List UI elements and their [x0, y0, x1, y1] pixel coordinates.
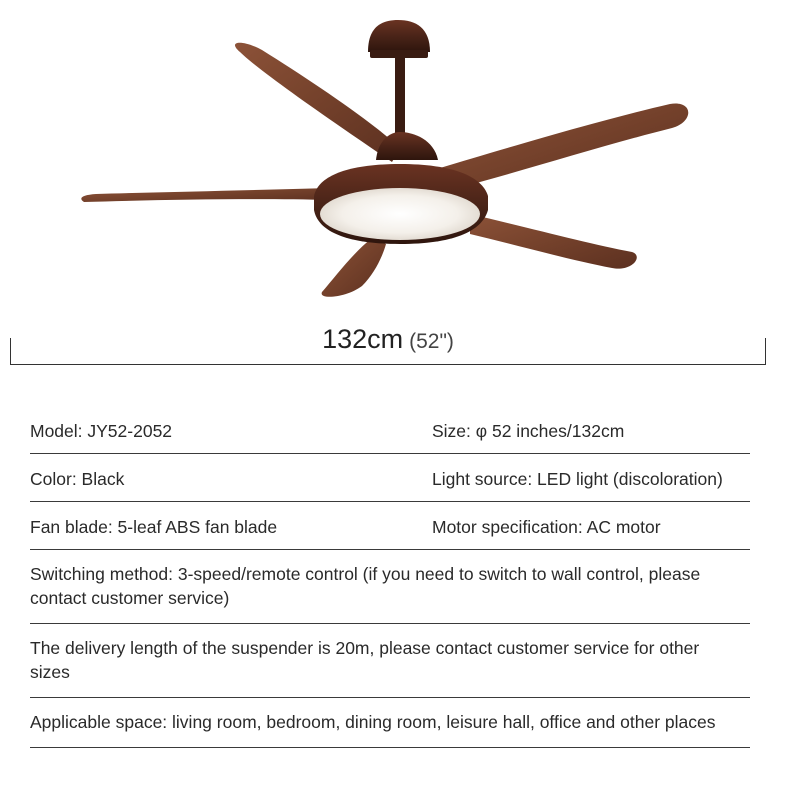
spec-row — [30, 550, 750, 624]
spec-switching: Switching method: 3-speed/remote control (if you need to switch to wall control, please contact customer service) — [30, 564, 701, 608]
dimension-label — [10, 324, 766, 355]
spec-color: Color: Black — [30, 469, 125, 489]
led-light — [320, 188, 480, 240]
fan-blade — [81, 188, 330, 202]
fan-blade — [235, 43, 400, 162]
fan-blade — [440, 104, 688, 190]
downrod — [395, 58, 405, 138]
spec-row — [30, 624, 750, 698]
dimension-indicator — [10, 320, 766, 366]
ceiling-fan-image — [0, 0, 800, 310]
spec-row — [30, 502, 750, 550]
spec-size: Size: φ 52 inches/132cm — [432, 421, 625, 441]
dimension-imperial: (52") — [409, 330, 454, 353]
spec-table — [30, 406, 750, 748]
spec-row — [30, 454, 750, 502]
canopy — [368, 20, 430, 52]
spec-model: Model: JY52-2052 — [30, 421, 173, 441]
spec-delivery: The delivery length of the suspender is 20m, please contact customer service for other sizes — [30, 638, 700, 682]
spec-light-source: Light source: LED light (discoloration) — [432, 469, 723, 489]
fan-blade — [322, 238, 386, 297]
dimension-line — [10, 364, 766, 365]
spec-row — [30, 698, 750, 748]
fan-blade — [470, 214, 637, 269]
dimension-metric: 132cm — [322, 324, 404, 354]
spec-fan-blade: Fan blade: 5-leaf ABS fan blade — [30, 517, 278, 537]
spec-row — [30, 406, 750, 454]
spec-motor: Motor specification: AC motor — [432, 517, 661, 537]
spec-space: Applicable space: living room, bedroom, dining room, leisure hall, office and other places — [30, 712, 716, 732]
